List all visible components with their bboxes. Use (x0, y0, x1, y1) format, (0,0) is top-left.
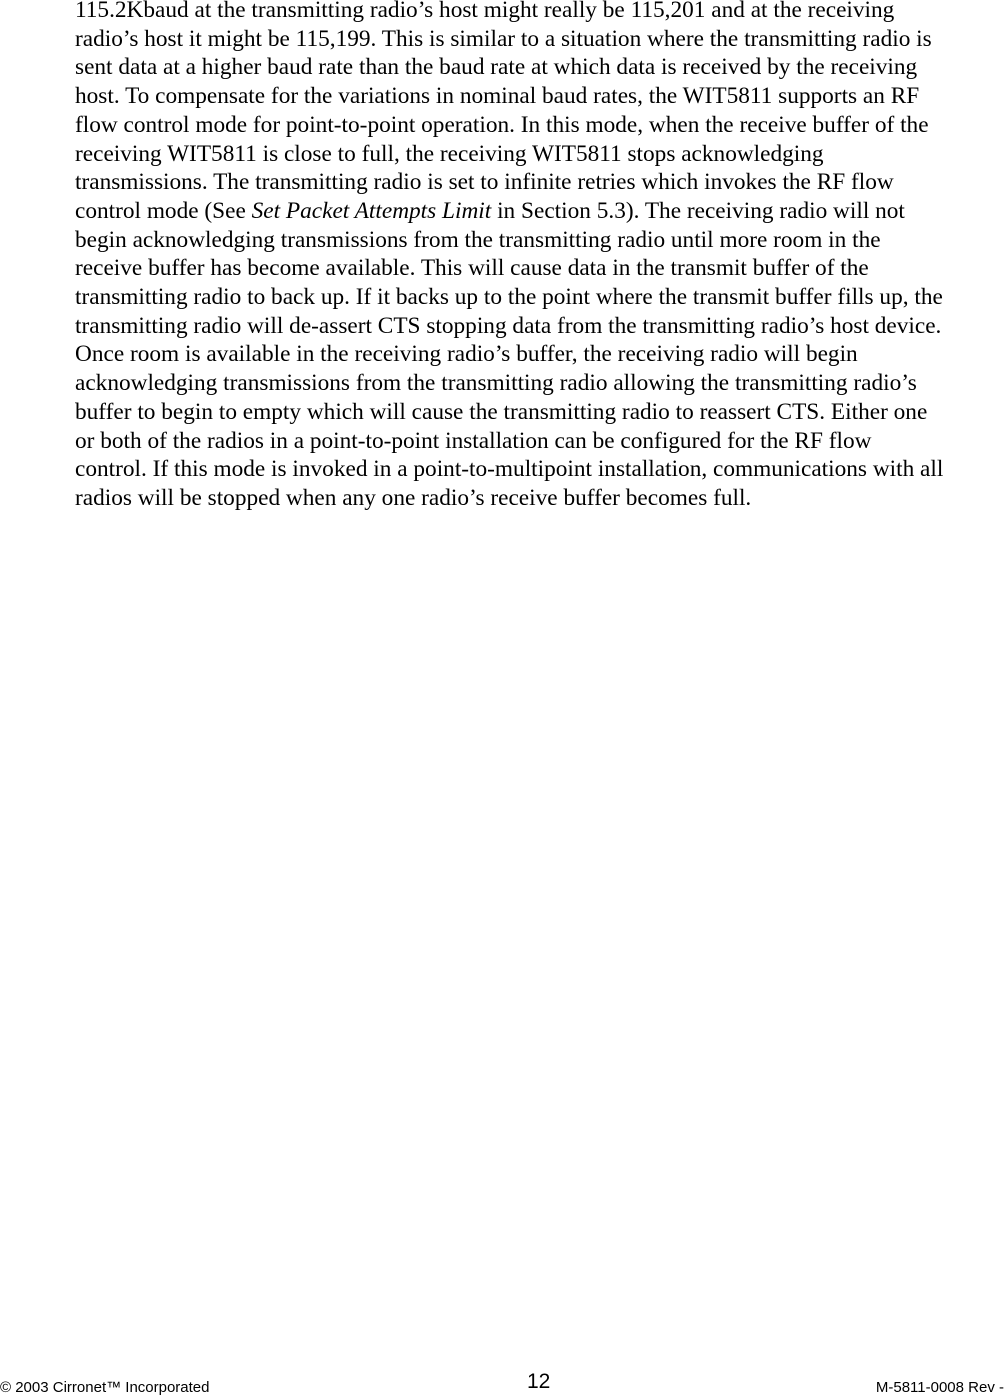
paragraph-line: transmissions. The transmitting radio is set to infinite retries which invokes the RF flow (75, 169, 894, 196)
footer-page-number: 12 (527, 1370, 551, 1393)
body-paragraph (75, 0, 1006, 513)
paragraph-line: transmitting radio will de-assert CTS stopping data from the transmitting radio’s host device. (75, 312, 942, 339)
paragraph-line: buffer to begin to empty which will cause the transmitting radio to reassert CTS. Either one (75, 398, 928, 425)
paragraph-line: radio’s host it might be 115,199. This is similar to a situation where the transmitting radio is (75, 25, 932, 52)
setting-reference: Set Packet Attempts Limit (251, 197, 492, 224)
footer-document-id: M-5811-0008 Rev - (875, 1379, 1004, 1396)
paragraph-line: 115.2Kbaud at the transmitting radio’s host might really be 115,201 and at the receiving (75, 0, 895, 23)
page-footer (0, 1368, 1006, 1398)
paragraph-line: host. To compensate for the variations in nominal baud rates, the WIT5811 supports an RF (75, 83, 920, 110)
paragraph-line: flow control mode for point-to-point operation. In this mode, when the receive buffer of the (75, 111, 929, 138)
paragraph-line (75, 197, 1006, 226)
paragraph-line: or both of the radios in a point-to-point installation can be configured for the RF flow (75, 427, 872, 454)
footer-copyright: © 2003 Cirronet™ Incorporated (0, 1379, 210, 1396)
paragraph-line: receiving WIT5811 is close to full, the receiving WIT5811 stops acknowledging (75, 140, 824, 167)
paragraph-line: acknowledging transmissions from the transmitting radio allowing the transmitting radio’s (75, 370, 917, 397)
paragraph-line: begin acknowledging transmissions from the transmitting radio until more room in the (75, 226, 881, 253)
paragraph-line: radios will be stopped when any one radio’s receive buffer becomes full. (75, 484, 752, 511)
paragraph-line: transmitting radio to back up. If it backs up to the point where the transmit buffer fills up, the (75, 284, 943, 311)
paragraph-line: sent data at a higher baud rate than the baud rate at which data is received by the receiving (75, 54, 918, 81)
paragraph-line: control. If this mode is invoked in a point-to-multipoint installation, communications with all (75, 456, 944, 483)
line-suffix: in Section 5.3). The receiving radio will not (491, 197, 905, 224)
paragraph-line: receive buffer has become available. This will cause data in the transmit buffer of the (75, 255, 869, 282)
paragraph-line: Once room is available in the receiving radio’s buffer, the receiving radio will begin (75, 341, 858, 368)
line-prefix: control mode (See (75, 197, 252, 224)
